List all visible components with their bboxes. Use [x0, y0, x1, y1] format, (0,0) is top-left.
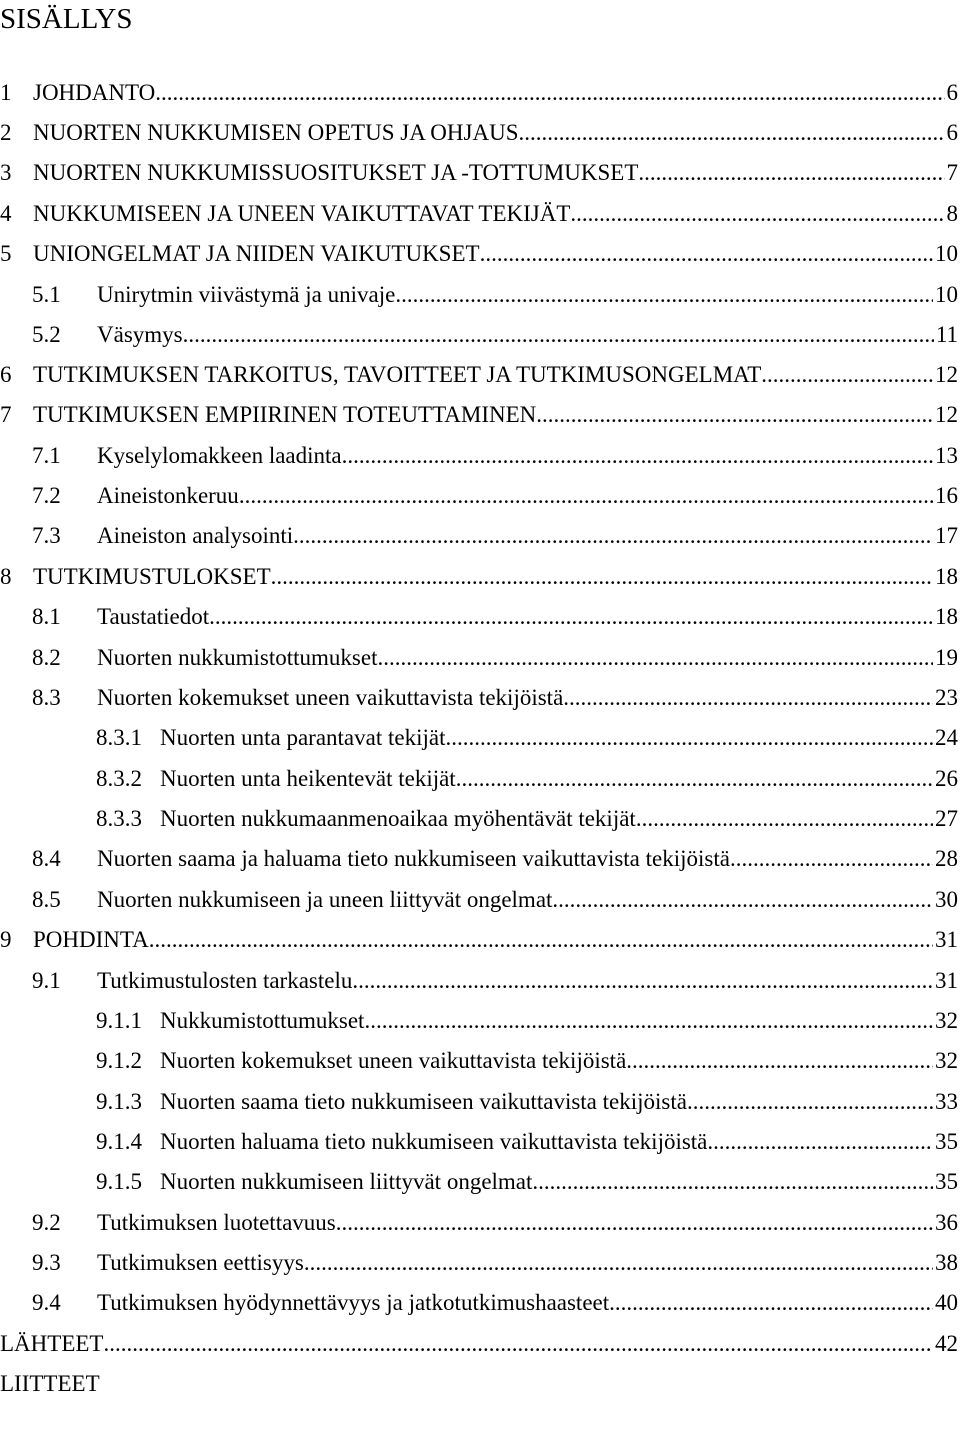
- toc-entry[interactable]: [0, 158, 958, 188]
- toc-entry[interactable]: [0, 925, 958, 955]
- toc-dot-leader: [730, 844, 933, 874]
- toc-dot-leader: [518, 118, 944, 148]
- toc-entry-number: 9.1: [32, 968, 61, 993]
- toc-entry[interactable]: [32, 602, 958, 632]
- toc-entry-title: JOHDANTO: [33, 80, 156, 105]
- toc-entry-number: 7.1: [32, 443, 61, 468]
- toc-entry-title: Nuorten nukkumistottumukset: [97, 645, 378, 670]
- toc-entry-page-number: 30: [935, 887, 958, 912]
- toc-entry[interactable]: [96, 1006, 958, 1036]
- toc-entry[interactable]: [32, 1288, 958, 1318]
- toc-entry-page-number: 31: [935, 927, 958, 952]
- toc-dot-leader: [352, 966, 933, 996]
- toc-dot-leader: [395, 280, 933, 310]
- toc-dot-leader: [707, 1127, 933, 1157]
- toc-entry-title: Taustatiedot: [97, 604, 210, 629]
- toc-entry[interactable]: [0, 1369, 958, 1399]
- toc-dot-leader: [155, 78, 944, 108]
- toc-dot-leader: [103, 1329, 933, 1359]
- toc-entry-number: 4: [0, 201, 12, 226]
- toc-entry-number: 9.3: [32, 1250, 61, 1275]
- toc-entry-number: 8.5: [32, 887, 61, 912]
- toc-entry-number: 2: [0, 120, 12, 145]
- toc-entry-page-number: 13: [935, 443, 958, 468]
- toc-dot-leader: [239, 481, 933, 511]
- toc-dot-leader: [271, 562, 933, 592]
- toc-dot-leader: [761, 360, 933, 390]
- toc-entry-page-number: 38: [935, 1250, 958, 1275]
- toc-entry[interactable]: [96, 723, 958, 753]
- toc-dot-leader: [532, 1167, 933, 1197]
- toc-entry-page-number: 7: [946, 160, 958, 185]
- toc-entry-title: Nuorten nukkumiseen ja uneen liittyvät ongelmat: [97, 887, 553, 912]
- toc-entry[interactable]: [96, 1127, 958, 1157]
- toc-entry-title: Nuorten kokemukset uneen vaikuttavista tekijöistä: [97, 685, 564, 710]
- toc-entry-title: Tutkimuksen eettisyys: [97, 1250, 304, 1275]
- toc-entry-title: Kyselylomakkeen laadinta: [97, 443, 342, 468]
- toc-entry-page-number: 40: [935, 1290, 958, 1315]
- page-title: SISÄLLYS: [0, 3, 133, 35]
- toc-entry[interactable]: [0, 199, 958, 229]
- toc-entry[interactable]: [32, 844, 958, 874]
- toc-entry-title: Väsymys: [97, 322, 183, 347]
- toc-entry-page-number: 19: [935, 645, 958, 670]
- toc-dot-leader: [342, 441, 933, 471]
- toc-entry[interactable]: [32, 966, 958, 996]
- toc-entry[interactable]: [32, 481, 958, 511]
- toc-dot-leader: [364, 1006, 933, 1036]
- toc-entry-page-number: 35: [935, 1169, 958, 1194]
- toc-entry-number: 9.1.4: [96, 1129, 142, 1154]
- toc-entry-title: Nuorten haluama tieto nukkumiseen vaikuttavista tekijöistä: [160, 1129, 708, 1154]
- toc-entry-title: Nuorten kokemukset uneen vaikuttavista tekijöistä: [160, 1048, 627, 1073]
- toc-entry-title: Nuorten saama tieto nukkumiseen vaikuttavista tekijöistä: [160, 1089, 687, 1114]
- toc-entry-page-number: 8: [946, 201, 958, 226]
- toc-dot-leader: [638, 158, 944, 188]
- toc-entry[interactable]: [0, 400, 958, 430]
- toc-entry-title: Nuorten unta heikentevät tekijät: [160, 766, 456, 791]
- toc-dot-leader: [687, 1087, 933, 1117]
- toc-entry-title: Aineiston analysointi: [97, 523, 294, 548]
- toc-dot-leader: [636, 804, 933, 834]
- toc-entry-page-number: 12: [935, 362, 958, 387]
- toc-entry-number: 8.4: [32, 846, 61, 871]
- toc-entry[interactable]: [0, 360, 958, 390]
- toc-entry-number: 9: [0, 927, 12, 952]
- toc-entry-page-number: 10: [935, 282, 958, 307]
- toc-entry-title: Nuorten nukkumiseen liittyvät ongelmat: [160, 1169, 533, 1194]
- toc-entry[interactable]: [32, 643, 958, 673]
- toc-entry-page-number: 12: [935, 402, 958, 427]
- toc-dot-leader: [336, 1208, 933, 1238]
- toc-entry-number: 8.3.2: [96, 766, 142, 791]
- toc-entry-title: UNIONGELMAT JA NIIDEN VAIKUTUKSET: [33, 241, 480, 266]
- toc-entry-page-number: 27: [935, 806, 958, 831]
- toc-entry-title: LIITTEET: [0, 1371, 100, 1396]
- toc-dot-leader: [626, 1046, 933, 1076]
- toc-entry-number: 7.2: [32, 483, 61, 508]
- toc-entry-page-number: 18: [935, 604, 958, 629]
- toc-dot-leader: [536, 400, 933, 430]
- toc-entry-number: 5: [0, 241, 12, 266]
- toc-entry[interactable]: [0, 1329, 958, 1359]
- toc-entry[interactable]: [96, 1046, 958, 1076]
- toc-entry-number: 6: [0, 362, 12, 387]
- toc-dot-leader: [570, 199, 944, 229]
- toc-entry-title: LÄHTEET: [0, 1331, 104, 1356]
- toc-entry-title: Tutkimustulosten tarkastelu: [97, 968, 353, 993]
- toc-entry-number: 1: [0, 80, 12, 105]
- toc-entry-number: 7.3: [32, 523, 61, 548]
- toc-entry-title: TUTKIMUSTULOKSET: [33, 564, 271, 589]
- toc-entry[interactable]: [0, 118, 958, 148]
- toc-entry-title: TUTKIMUKSEN EMPIIRINEN TOTEUTTAMINEN: [33, 402, 537, 427]
- toc-entry-title: Aineistonkeruu: [97, 483, 239, 508]
- toc-entry-number: 8: [0, 564, 12, 589]
- toc-entry-title: NUORTEN NUKKUMISEN OPETUS JA OHJAUS: [33, 120, 519, 145]
- toc-entry-title: Nukkumistottumukset: [160, 1008, 365, 1033]
- toc-entry-number: 8.2: [32, 645, 61, 670]
- toc-dot-leader: [209, 602, 933, 632]
- toc-entry-number: 8.3.3: [96, 806, 142, 831]
- toc-entry-title: Unirytmin viivästymä ja univaje: [97, 282, 396, 307]
- toc-entry-title: Nuorten unta parantavat tekijät: [160, 725, 446, 750]
- toc-dot-leader: [304, 1248, 933, 1278]
- toc-entry[interactable]: [96, 1087, 958, 1117]
- toc-dot-leader: [445, 723, 933, 753]
- toc-entry-number: 8.1: [32, 604, 61, 629]
- toc-entry-page-number: 24: [935, 725, 958, 750]
- toc-entry[interactable]: [0, 239, 958, 269]
- toc-dot-leader: [609, 1288, 933, 1318]
- toc-entry-page-number: 6: [946, 80, 958, 105]
- toc-entry-page-number: 33: [935, 1089, 958, 1114]
- toc-entry-number: 9.1.2: [96, 1048, 142, 1073]
- toc-entry-page-number: 28: [935, 846, 958, 871]
- toc-entry-title: Tutkimuksen luotettavuus: [97, 1210, 336, 1235]
- toc-entry[interactable]: [96, 804, 958, 834]
- toc-entry-title: Tutkimuksen hyödynnettävyys ja jatkotutkimushaasteet: [97, 1290, 610, 1315]
- toc-entry-number: 9.1.5: [96, 1169, 142, 1194]
- toc-entry-number: 9.1.1: [96, 1008, 142, 1033]
- toc-entry-page-number: 17: [935, 523, 958, 548]
- toc-entry-number: 3: [0, 160, 12, 185]
- toc-dot-leader: [149, 925, 933, 955]
- toc-entry-page-number: 35: [935, 1129, 958, 1154]
- toc-dot-leader: [563, 683, 933, 713]
- toc-entry-title: NUKKUMISEEN JA UNEEN VAIKUTTAVAT TEKIJÄT: [33, 201, 571, 226]
- toc-entry[interactable]: [32, 521, 958, 551]
- toc-entry[interactable]: [32, 1248, 958, 1278]
- toc-entry-page-number: 18: [935, 564, 958, 589]
- toc-entry[interactable]: [96, 764, 958, 794]
- toc-entry[interactable]: [32, 441, 958, 471]
- toc-entry-page-number: 16: [935, 483, 958, 508]
- toc-entry-number: 5.1: [32, 282, 61, 307]
- toc-entry[interactable]: [0, 562, 958, 592]
- toc-entry[interactable]: [32, 1208, 958, 1238]
- toc-entry-title: NUORTEN NUKKUMISSUOSITUKSET JA -TOTTUMUKSET: [33, 160, 639, 185]
- toc-entry-page-number: 6: [946, 120, 958, 145]
- toc-entry[interactable]: [32, 320, 958, 350]
- toc-entry-page-number: 26: [935, 766, 958, 791]
- toc-entry[interactable]: [32, 885, 958, 915]
- toc-entry-number: 9.1.3: [96, 1089, 142, 1114]
- toc-dot-leader: [293, 521, 933, 551]
- toc-entry-page-number: 36: [935, 1210, 958, 1235]
- toc-entry-page-number: 32: [935, 1048, 958, 1073]
- toc-entry[interactable]: [32, 683, 958, 713]
- toc-entry-number: 7: [0, 402, 12, 427]
- toc-entry[interactable]: [96, 1167, 958, 1197]
- toc-dot-leader: [183, 320, 934, 350]
- toc-dot-leader: [377, 643, 933, 673]
- toc-entry-page-number: 23: [935, 685, 958, 710]
- toc-entry-number: 8.3.1: [96, 725, 142, 750]
- toc-entry-number: 9.4: [32, 1290, 61, 1315]
- toc-entry-number: 5.2: [32, 322, 61, 347]
- toc-entry-title: Nuorten nukkumaanmenoaikaa myöhentävät tekijät: [160, 806, 636, 831]
- toc-entry-number: 8.3: [32, 685, 61, 710]
- toc-dot-leader: [480, 239, 933, 269]
- toc-entry-page-number: 32: [935, 1008, 958, 1033]
- toc-entry-page-number: 42: [935, 1331, 958, 1356]
- toc-entry[interactable]: [0, 78, 958, 108]
- toc-entry[interactable]: [32, 280, 958, 310]
- toc-dot-leader: [552, 885, 933, 915]
- toc-entry-title: POHDINTA: [33, 927, 149, 952]
- toc-entry-page-number: 31: [935, 968, 958, 993]
- toc-entry-page-number: 11: [935, 322, 958, 347]
- toc-entry-title: Nuorten saama ja haluama tieto nukkumiseen vaikuttavista tekijöistä: [97, 846, 730, 871]
- toc-entry-title: TUTKIMUKSEN TARKOITUS, TAVOITTEET JA TUTKIMUSONGELMAT: [33, 362, 762, 387]
- toc-entry-page-number: 10: [935, 241, 958, 266]
- toc-entry-number: 9.2: [32, 1210, 61, 1235]
- toc-dot-leader: [456, 764, 933, 794]
